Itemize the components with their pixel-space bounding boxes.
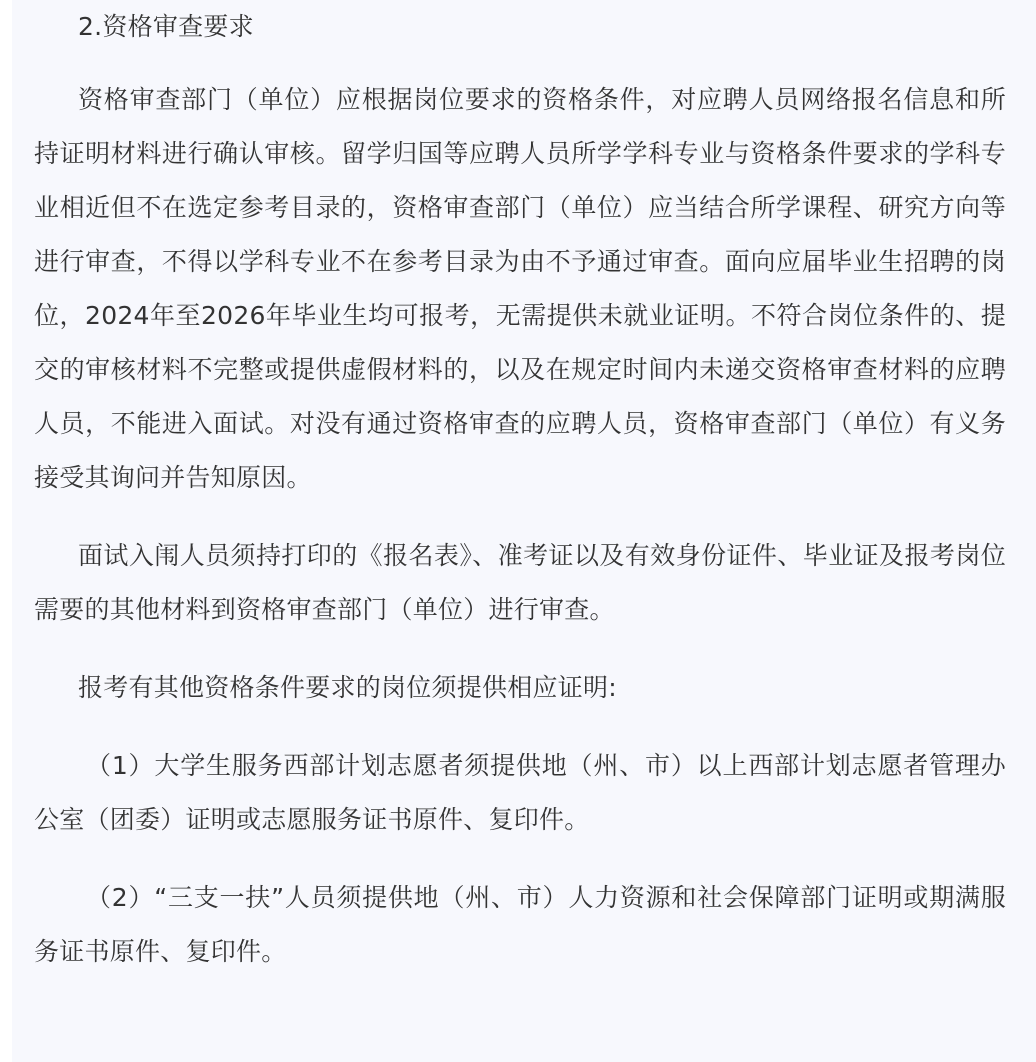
paragraph-other-requirements: 报考有其他资格条件要求的岗位须提供相应证明: <box>78 673 617 702</box>
paragraph-qualification-review: 资格审查部门（单位）应根据岗位要求的资格条件，对应聘人员网络报名信息和所持证明材料进行确认审核。留学归国等应聘人员所学学科专业与资格条件要求的学科专业相近但不在选定参考目录的，资格审查部门（单位）应当结合所学课程、研究方向等进行审查，不得以学科专业不在参考目录为由不予通过审查。面向应届毕业生招聘的岗位，2024年至2026年毕业生均可报考，无需提供未就业证明。不符合岗位条件的、提交的审核材料不完整或提供虚假材料的，以及在规定时间内未递交资格审查材料的应聘人员，不能进入面试。对没有通过资格审查的应聘人员，资格审查部门（单位）有义务接受其询问并告知原因。 <box>34 85 1006 492</box>
list-item-sanzhiyifu: （2）“三支一扶”人员须提供地（州、市）人力资源和社会保障部门证明或期满服务证书原件、复印件。 <box>34 883 1006 966</box>
list-item-western-volunteer: （1）大学生服务西部计划志愿者须提供地（州、市）以上西部计划志愿者管理办公室（团委）证明或志愿服务证书原件、复印件。 <box>34 751 1006 834</box>
article-content <box>34 0 1006 979</box>
section-heading: 2.资格审查要求 <box>78 12 254 41</box>
left-margin-strip <box>0 0 12 1062</box>
paragraph-interview-materials: 面试入闱人员须持打印的《报名表》、准考证以及有效身份证件、毕业证及报考岗位需要的其他材料到资格审查部门（单位）进行审查。 <box>34 541 1006 624</box>
